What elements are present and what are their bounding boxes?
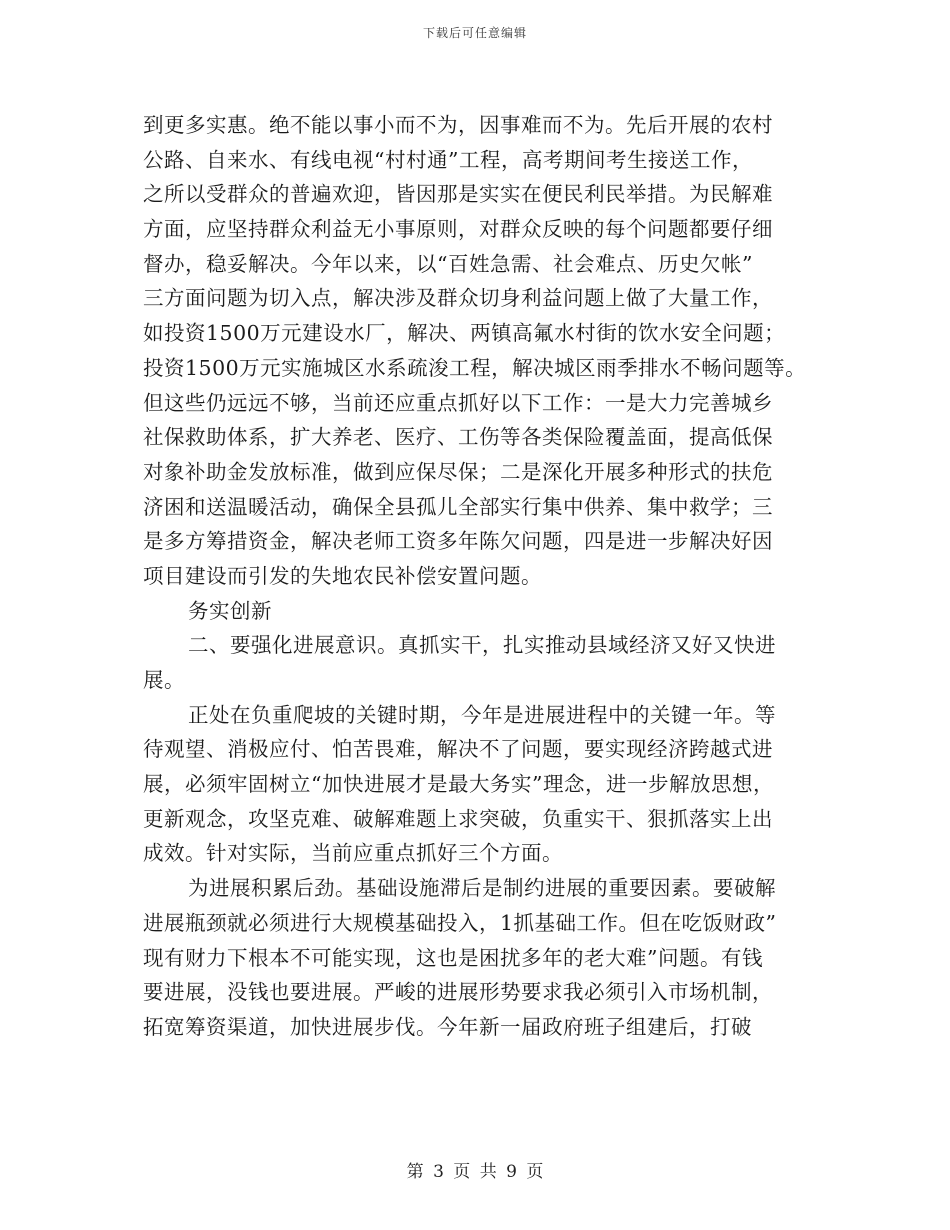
text-line: 待观望、消极应付、怕苦畏难，解决不了问题，要实现经济跨越式进 <box>143 737 773 762</box>
text-line: 如投资1500万元建设水厂，解决、两镇高氟水村街的饮水安全问题； <box>143 321 786 346</box>
text-line: 展。 <box>143 668 185 692</box>
text-line: 成效。针对实际，当前应重点抓好三个方面。 <box>143 841 563 866</box>
page-header-note: 下载后可任意编辑 <box>422 26 527 40</box>
text-line: 项目建设而引发的失地农民补偿安置问题。 <box>143 563 542 588</box>
text-line: 为进展积累后劲。基础设施滞后是制约进展的重要因素。要破解 <box>188 876 776 901</box>
text-line: 之所以受群众的普遍欢迎，皆因那是实实在便民利民举措。为民解难 <box>143 182 773 207</box>
text-line: 要进展，没钱也要进展。严峻的进展形势要求我必须引入市场机制， <box>143 980 773 1005</box>
text-line: 到更多实惠。绝不能以事小而不为，因事难而不为。先后开展的农村 <box>143 113 773 137</box>
text-line: 社保救助体系，扩大养老、医疗、工伤等各类保险覆盖面，提高低保 <box>143 425 773 450</box>
text-line: 拓宽筹资渠道，加快进展步伐。今年新一届政府班子组建后，打破 <box>143 1014 752 1039</box>
text-line: 更新观念，攻坚克难、破解难题上求突破，负重实干、狠抓落实上出 <box>143 806 773 831</box>
text-line: 展，必须牢固树立“加快进展才是最大务实”理念，进一步解放思想， <box>143 772 774 797</box>
text-line: 投资1500万元实施城区水系疏浚工程，解决城区雨季排水不畅问题等。 <box>143 355 807 380</box>
page-number: 第 3 页 共 9 页 <box>406 1162 544 1182</box>
text-line: 但这些仍远远不够，当前还应重点抓好以下工作：一是大力完善城乡 <box>143 390 773 415</box>
text-line: 正处在负重爬坡的关键时期，今年是进展进程中的关键一年。等 <box>188 702 776 727</box>
text-line: 进展瓶颈就必须进行大规模基础投入，1抓基础工作。但在吃饭财政” <box>143 910 777 935</box>
text-line: 现有财力下根本不可能实现，这也是困扰多年的老大难”问题。有钱 <box>143 945 763 970</box>
text-line: 二、要强化进展意识。真抓实干，扎实推动县域经济又好又快进 <box>188 633 776 658</box>
text-line: 是多方筹措资金，解决老师工资多年陈欠问题，四是进一步解决好因 <box>143 529 773 554</box>
document-body <box>143 108 823 1045</box>
text-line: 督办，稳妥解决。今年以来，以“百姓急需、社会难点、历史欠帐” <box>143 251 753 276</box>
section-heading: 务实创新 <box>188 598 272 623</box>
text-line: 公路、自来水、有线电视“村村通”工程，高考期间考生接送工作， <box>143 147 753 172</box>
text-line: 济困和送温暖活动，确保全县孤儿全部实行集中供养、集中救学；三 <box>143 494 773 519</box>
text-line: 对象补助金发放标准，做到应保尽保；二是深化开展多种形式的扶危 <box>143 459 773 484</box>
text-line: 方面，应坚持群众利益无小事原则，对群众反映的每个问题都要仔细 <box>143 217 773 242</box>
text-line: 三方面问题为切入点，解决涉及群众切身利益问题上做了大量工作， <box>143 286 773 311</box>
